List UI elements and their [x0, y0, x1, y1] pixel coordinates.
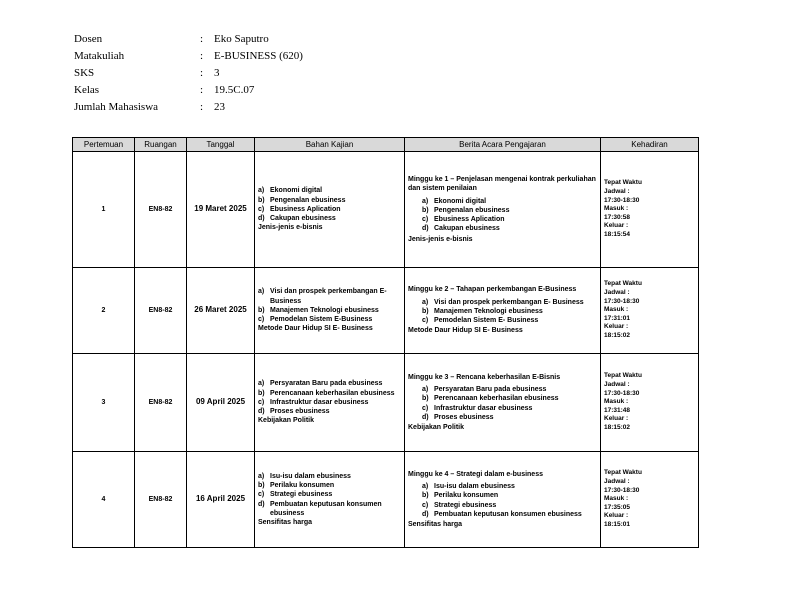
list-marker: a): [422, 298, 429, 306]
list-item: [258, 214, 401, 223]
info-value: 3: [214, 66, 220, 79]
list-marker: a): [258, 472, 265, 480]
table-row: [73, 152, 699, 268]
berita-note: Metode Daur Hidup SI E- Business: [408, 327, 523, 335]
info-label: Kelas: [74, 83, 100, 96]
list-text: Infrastruktur dasar ebusiness: [434, 404, 533, 412]
berita-heading: Minggu ke 2 – Tahapan perkembangan E-Business: [408, 286, 577, 294]
list-text: Visi dan prospek perkembangan E- Business: [270, 288, 387, 305]
kehadiran-jadwal-label: Jadwal :: [604, 188, 630, 196]
bahan-note: Jenis-jenis e-bisnis: [258, 224, 323, 232]
attendance-table: [72, 137, 699, 548]
list-item: [258, 472, 401, 481]
bahan-note: Metode Daur Hidup SI E- Business: [258, 325, 373, 333]
kehadiran-jadwal: 17:30-18:30: [604, 196, 640, 204]
berita-note: Sensifitas harga: [408, 520, 463, 528]
list-marker: b): [422, 395, 429, 403]
info-row-dosen: [74, 30, 303, 47]
list-text: Pemodelan Sistem E-Business: [270, 316, 373, 324]
list-text: Ekonomi digital: [434, 197, 487, 205]
list-item: [258, 287, 401, 305]
kehadiran-masuk: 17:30:58: [604, 213, 631, 221]
cell-ruangan: EN8-82: [135, 152, 187, 268]
list-marker: d): [422, 225, 429, 233]
list-marker: c): [258, 491, 265, 499]
list-item: [422, 482, 597, 491]
list-marker: d): [422, 510, 429, 518]
kehadiran-masuk-label: Masuk :: [604, 306, 629, 314]
berita-heading: Minggu ke 1 – Penjelasan mengenai kontrak perkuliahan dan sistem penilaian: [408, 176, 596, 193]
kehadiran-status: Tepat Waktu: [604, 469, 642, 477]
list-text: Visi dan prospek perkembangan E- Business: [434, 298, 584, 306]
kehadiran-keluar-label: Keluar :: [604, 222, 629, 230]
list-text: Infrastruktur dasar ebusiness: [270, 398, 369, 406]
cell-pertemuan: 2: [73, 268, 135, 354]
header-berita-acara: Berita Acara Pengajaran: [405, 138, 601, 152]
info-colon: :: [200, 83, 204, 96]
info-label: Jumlah Mahasiswa: [74, 100, 159, 113]
list-item: [422, 501, 597, 510]
list-text: Isu-isu dalam ebusiness: [434, 483, 515, 491]
header-pertemuan: Pertemuan: [73, 138, 135, 152]
berita-list: [408, 482, 597, 519]
table-header-row: [73, 138, 699, 152]
list-item: [258, 205, 401, 214]
kehadiran-masuk-label: Masuk :: [604, 495, 629, 503]
list-marker: b): [258, 389, 265, 397]
cell-ruangan: EN8-82: [135, 268, 187, 354]
list-text: Ekonomi digital: [270, 187, 323, 195]
list-text: Pembuatan keputusan konsumen ebusiness: [434, 510, 582, 518]
list-text: Persyaratan Baru pada ebusiness: [434, 386, 547, 394]
cell-berita-acara: [405, 152, 601, 268]
cell-bahan-kajian: [255, 452, 405, 548]
info-label: SKS: [74, 66, 95, 79]
info-label: Matakuliah: [74, 49, 125, 62]
list-item: [422, 197, 597, 206]
list-text: Proses ebusiness: [434, 413, 494, 421]
list-item: [258, 490, 401, 499]
bahan-list: [258, 186, 401, 223]
info-value: Eko Saputro: [214, 32, 269, 45]
bahan-list: [258, 287, 401, 324]
cell-kehadiran: [601, 268, 699, 354]
list-text: Manajemen Teknologi ebusiness: [434, 307, 543, 315]
header-ruangan: Ruangan: [135, 138, 187, 152]
kehadiran-masuk: 17:31:01: [604, 314, 631, 322]
info-colon: :: [200, 49, 204, 62]
kehadiran-keluar: 18:15:01: [604, 520, 631, 528]
table-row: [73, 452, 699, 548]
kehadiran-jadwal: 17:30-18:30: [604, 389, 640, 397]
list-item: [258, 500, 401, 518]
berita-list: [408, 385, 597, 422]
list-text: Pengenalan ebusiness: [270, 196, 346, 204]
kehadiran-jadwal: 17:30-18:30: [604, 297, 640, 305]
info-label: Dosen: [74, 32, 103, 45]
cell-bahan-kajian: [255, 268, 405, 354]
cell-kehadiran: [601, 452, 699, 548]
list-item: [422, 404, 597, 413]
cell-tanggal: 09 April 2025: [187, 354, 255, 452]
list-item: [258, 379, 401, 388]
list-marker: d): [258, 500, 265, 508]
cell-berita-acara: [405, 354, 601, 452]
list-text: Perencanaan keberhasilan ebusiness: [270, 389, 395, 397]
list-item: [422, 510, 597, 519]
cell-ruangan: EN8-82: [135, 452, 187, 548]
kehadiran-keluar: 18:15:02: [604, 423, 631, 431]
list-marker: a): [258, 288, 265, 296]
kehadiran-keluar: 18:15:54: [604, 230, 631, 238]
cell-pertemuan: 4: [73, 452, 135, 548]
kehadiran-masuk-label: Masuk :: [604, 398, 629, 406]
kehadiran-masuk: 17:35:05: [604, 503, 631, 511]
list-item: [258, 398, 401, 407]
info-row-kelas: [74, 81, 303, 98]
list-item: [422, 215, 597, 224]
berita-list: [408, 197, 597, 234]
list-item: [422, 491, 597, 500]
list-marker: c): [258, 316, 265, 324]
list-marker: c): [258, 398, 265, 406]
list-item: [258, 407, 401, 416]
info-row-sks: [74, 64, 303, 81]
list-text: Persyaratan Baru pada ebusiness: [270, 380, 383, 388]
info-value: 23: [214, 100, 225, 113]
cell-tanggal: 26 Maret 2025: [187, 268, 255, 354]
cell-bahan-kajian: [255, 152, 405, 268]
list-marker: c): [422, 501, 429, 509]
list-item: [258, 186, 401, 195]
header-bahan-kajian: Bahan Kajian: [255, 138, 405, 152]
list-marker: c): [422, 317, 429, 325]
list-text: Manajemen Teknologi ebusiness: [270, 306, 379, 314]
list-item: [422, 224, 597, 233]
list-marker: a): [258, 187, 265, 195]
bahan-list: [258, 472, 401, 518]
list-item: [422, 394, 597, 403]
info-value: 19.5C.07: [214, 83, 255, 96]
list-item: [422, 385, 597, 394]
kehadiran-jadwal: 17:30-18:30: [604, 486, 640, 494]
list-text: Pemodelan Sistem E- Business: [434, 317, 539, 325]
kehadiran-jadwal-label: Jadwal :: [604, 381, 630, 389]
list-text: Strategi ebusiness: [434, 501, 497, 509]
list-marker: c): [422, 404, 429, 412]
table-row: [73, 354, 699, 452]
list-text: Isu-isu dalam ebusiness: [270, 472, 351, 480]
kehadiran-status: Tepat Waktu: [604, 280, 642, 288]
list-marker: d): [258, 215, 265, 223]
list-item: [258, 306, 401, 315]
list-marker: d): [422, 413, 429, 421]
cell-pertemuan: 3: [73, 354, 135, 452]
list-text: Perilaku konsumen: [270, 482, 335, 490]
cell-berita-acara: [405, 268, 601, 354]
kehadiran-masuk: 17:31:48: [604, 406, 631, 414]
list-item: [422, 206, 597, 215]
list-item: [422, 413, 597, 422]
list-item: [258, 196, 401, 205]
cell-kehadiran: [601, 152, 699, 268]
list-marker: b): [422, 492, 429, 500]
list-text: Pengenalan ebusiness: [434, 206, 510, 214]
list-marker: a): [422, 197, 429, 205]
berita-note: Jenis-jenis e-bisnis: [408, 235, 473, 243]
kehadiran-jadwal-label: Jadwal :: [604, 289, 630, 297]
list-marker: d): [258, 408, 265, 416]
list-marker: b): [422, 307, 429, 315]
berita-note: Kebijakan Politik: [408, 423, 465, 431]
table-row: [73, 268, 699, 354]
kehadiran-status: Tepat Waktu: [604, 179, 642, 187]
list-text: Strategi ebusiness: [270, 491, 333, 499]
kehadiran-keluar-label: Keluar :: [604, 512, 629, 520]
berita-list: [408, 298, 597, 326]
list-text: Perilaku konsumen: [434, 492, 499, 500]
info-colon: :: [200, 32, 204, 45]
cell-bahan-kajian: [255, 354, 405, 452]
kehadiran-keluar-label: Keluar :: [604, 323, 629, 331]
list-item: [258, 481, 401, 490]
cell-berita-acara: [405, 452, 601, 548]
list-marker: b): [258, 196, 265, 204]
list-text: Ebusiness Aplication: [434, 216, 505, 224]
list-text: Ebusiness Aplication: [270, 205, 341, 213]
list-marker: a): [422, 386, 429, 394]
bahan-list: [258, 379, 401, 416]
list-marker: b): [258, 482, 265, 490]
info-value: E-BUSINESS (620): [214, 49, 303, 62]
cell-ruangan: EN8-82: [135, 354, 187, 452]
list-marker: c): [258, 205, 265, 213]
list-item: [258, 389, 401, 398]
cell-kehadiran: [601, 354, 699, 452]
berita-heading: Minggu ke 3 – Rencana keberhasilan E-Bisnis: [408, 373, 561, 381]
bahan-note: Sensifitas harga: [258, 518, 313, 526]
info-row-matakuliah: [74, 47, 303, 64]
list-item: [422, 307, 597, 316]
list-text: Proses ebusiness: [270, 408, 330, 416]
list-marker: a): [422, 483, 429, 491]
course-info: [74, 30, 303, 115]
list-text: Cakupan ebusiness: [270, 215, 336, 223]
berita-heading: Minggu ke 4 – Strategi dalam e-business: [408, 470, 543, 478]
list-text: Pembuatan keputusan konsumen ebusiness: [270, 500, 382, 517]
list-marker: c): [422, 216, 429, 224]
list-item: [422, 316, 597, 325]
kehadiran-keluar-label: Keluar :: [604, 415, 629, 423]
cell-pertemuan: 1: [73, 152, 135, 268]
list-item: [422, 298, 597, 307]
kehadiran-keluar: 18:15:02: [604, 331, 631, 339]
list-marker: b): [258, 306, 265, 314]
cell-tanggal: 16 April 2025: [187, 452, 255, 548]
list-marker: a): [258, 380, 265, 388]
header-tanggal: Tanggal: [187, 138, 255, 152]
list-item: [258, 315, 401, 324]
info-row-jumlah: [74, 98, 303, 115]
header-kehadiran: Kehadiran: [601, 138, 699, 152]
list-text: Perencanaan keberhasilan ebusiness: [434, 395, 559, 403]
info-colon: :: [200, 100, 204, 113]
list-text: Cakupan ebusiness: [434, 225, 500, 233]
list-marker: b): [422, 206, 429, 214]
kehadiran-status: Tepat Waktu: [604, 372, 642, 380]
cell-tanggal: 19 Maret 2025: [187, 152, 255, 268]
kehadiran-jadwal-label: Jadwal :: [604, 478, 630, 486]
kehadiran-masuk-label: Masuk :: [604, 205, 629, 213]
bahan-note: Kebijakan Politik: [258, 417, 315, 425]
info-colon: :: [200, 66, 204, 79]
